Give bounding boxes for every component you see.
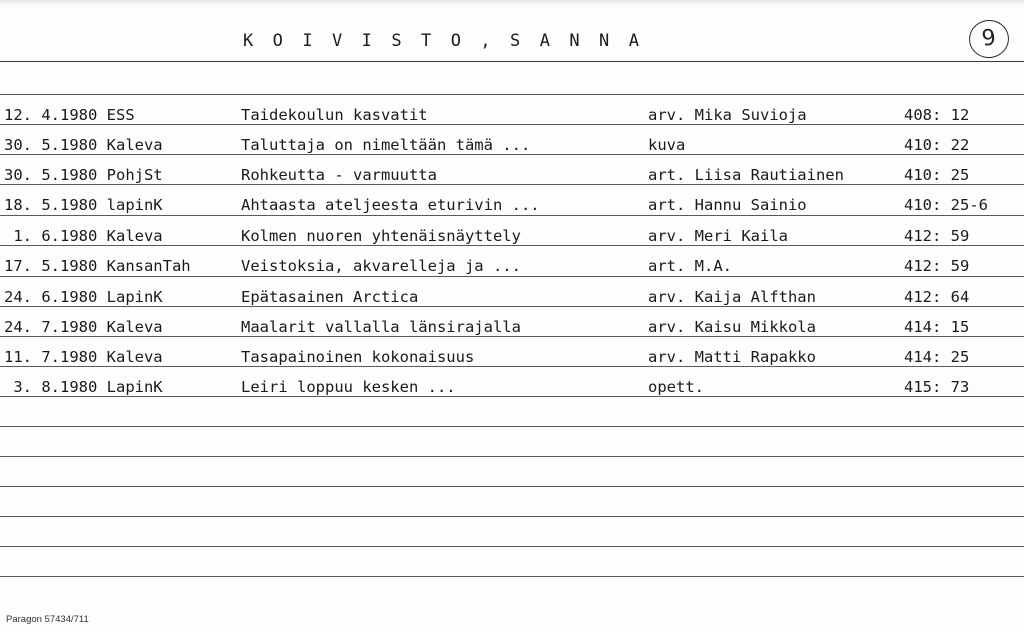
ruled-line <box>0 426 1024 427</box>
ruled-line <box>0 546 1024 547</box>
entry-date-source: 24. 7.1980 Kaleva <box>4 318 163 336</box>
ruled-line <box>0 456 1024 457</box>
entry-title: Taidekoulun kasvatit <box>241 106 428 124</box>
entry-author: arv. Meri Kaila <box>648 227 788 245</box>
entry-row <box>0 306 1024 336</box>
entry-reference: 410: 22 <box>904 136 970 154</box>
entry-date-source: 18. 5.1980 lapinK <box>4 196 163 214</box>
entry-title: Maalarit vallalla länsirajalla <box>241 318 521 336</box>
entry-date-source: 17. 5.1980 KansanTah <box>4 257 191 275</box>
entry-author: arv. Kaija Alfthan <box>648 288 816 306</box>
entry-row <box>0 366 1024 396</box>
entry-reference: 414: 25 <box>904 348 970 366</box>
entry-reference: 412: 59 <box>904 257 970 275</box>
entry-date-source: 30. 5.1980 PohjSt <box>4 166 163 184</box>
entry-reference: 412: 64 <box>904 288 970 306</box>
entry-title: Ahtaasta ateljeesta eturivin ... <box>241 196 540 214</box>
entry-reference: 415: 73 <box>904 378 970 396</box>
entry-author: art. Liisa Rautiainen <box>648 166 844 184</box>
card-top-edge <box>0 0 1024 6</box>
entry-date-source: 3. 8.1980 LapinK <box>4 378 163 396</box>
entry-title: Epätasainen Arctica <box>241 288 419 306</box>
entry-reference: 408: 12 <box>904 106 970 124</box>
entry-title: Rohkeutta - varmuutta <box>241 166 437 184</box>
entry-row <box>0 245 1024 275</box>
entry-author: arv. Matti Rapakko <box>648 348 816 366</box>
entry-row <box>0 215 1024 245</box>
card-footer-print: Paragon 57434/711 <box>6 614 89 625</box>
entry-author: kuva <box>648 136 686 154</box>
entry-author: opett. <box>648 378 704 396</box>
entry-author: art. M.A. <box>648 257 732 275</box>
entry-title: Taluttaja on nimeltään tämä ... <box>241 136 531 154</box>
entry-title: Leiri loppuu kesken ... <box>241 378 456 396</box>
entry-author: arv. Kaisu Mikkola <box>648 318 816 336</box>
entry-row <box>0 124 1024 154</box>
entry-date-source: 12. 4.1980 ESS <box>4 106 135 124</box>
ruled-line <box>0 396 1024 397</box>
ruled-line <box>0 516 1024 517</box>
ruled-line <box>0 576 1024 577</box>
entry-reference: 410: 25 <box>904 166 970 184</box>
entry-author: art. Hannu Sainio <box>648 196 807 214</box>
entry-row <box>0 336 1024 366</box>
entry-date-source: 24. 6.1980 LapinK <box>4 288 163 306</box>
entry-date-source: 30. 5.1980 Kaleva <box>4 136 163 154</box>
entry-reference: 414: 15 <box>904 318 970 336</box>
entry-row <box>0 94 1024 124</box>
entry-row <box>0 184 1024 214</box>
entry-title: Kolmen nuoren yhtenäisnäyttely <box>241 227 521 245</box>
header-rule <box>0 61 1024 62</box>
entry-date-source: 1. 6.1980 Kaleva <box>4 227 163 245</box>
ruled-line <box>0 486 1024 487</box>
entry-reference: 412: 59 <box>904 227 970 245</box>
card-number-circle: 9 <box>967 17 1012 60</box>
entry-title: Veistoksia, akvarelleja ja ... <box>241 257 521 275</box>
entry-date-source: 11. 7.1980 Kaleva <box>4 348 163 366</box>
entry-title: Tasapainoinen kokonaisuus <box>241 348 475 366</box>
entry-author: arv. Mika Suvioja <box>648 106 807 124</box>
entry-row <box>0 276 1024 306</box>
entry-row <box>0 154 1024 184</box>
card-header-name: K O I V I S T O , S A N N A <box>243 31 644 51</box>
entry-reference: 410: 25-6 <box>904 196 988 214</box>
